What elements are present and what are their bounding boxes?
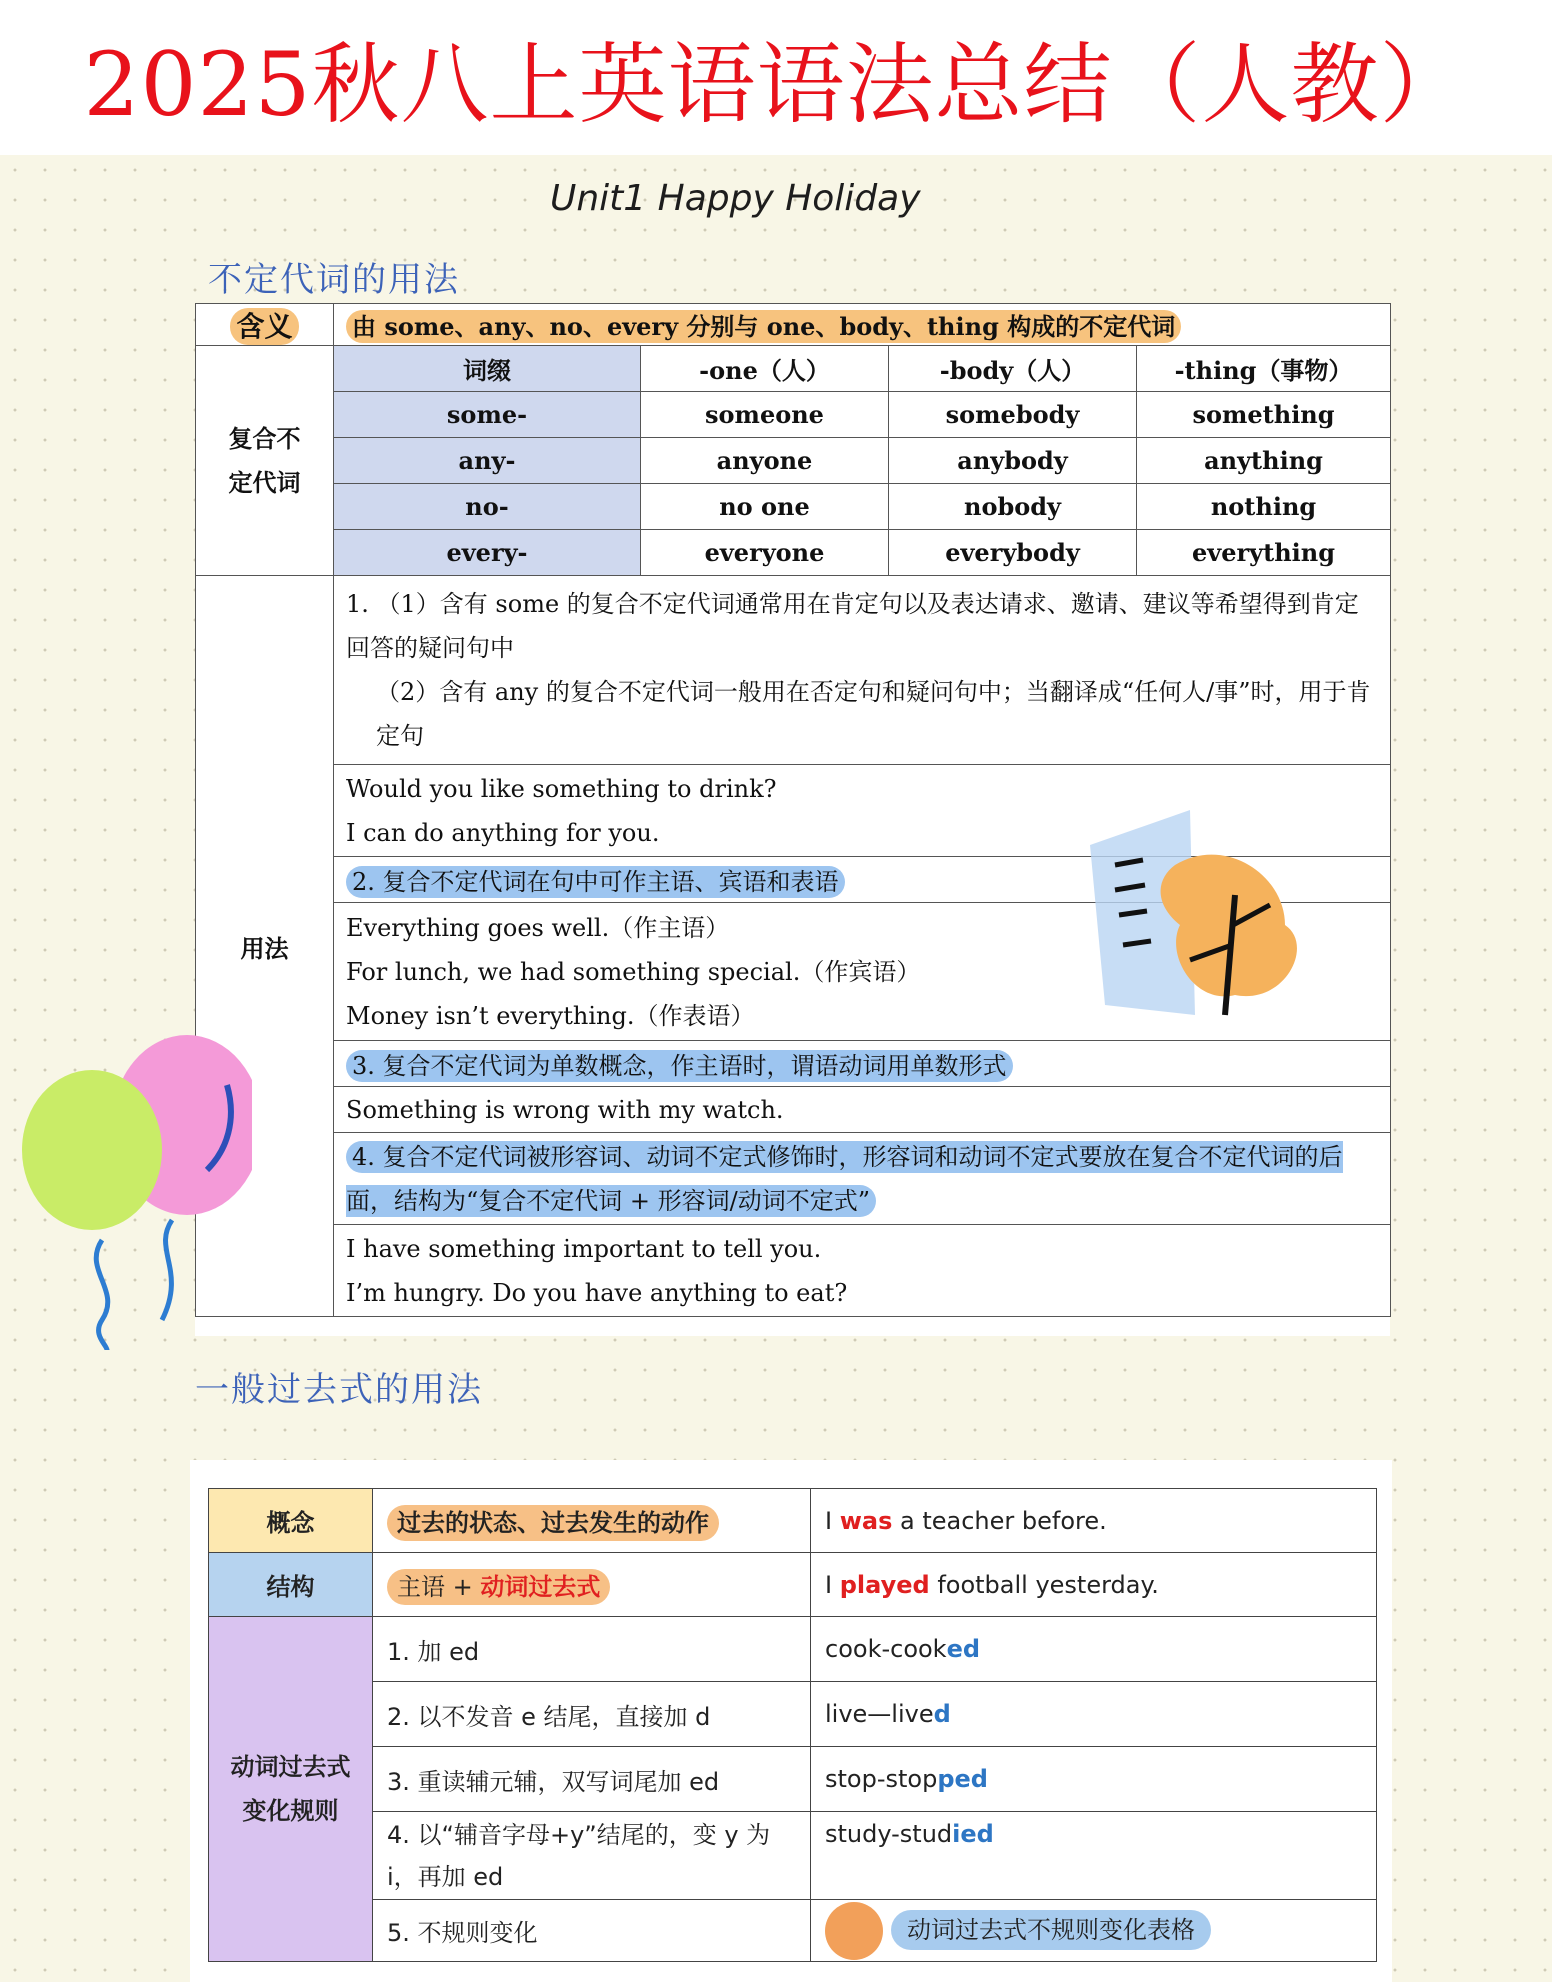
- unit-title: Unit1 Happy Holiday: [550, 178, 921, 219]
- example-sentence: For lunch, we had something special.（作宾语）: [346, 957, 921, 986]
- section-heading-indefinite-pronouns: 不定代词的用法: [208, 260, 460, 300]
- past-tense-table: [190, 1460, 1392, 1982]
- table-cell: every-: [334, 530, 641, 576]
- usage-rule-4: 4. 复合不定代词被形容词、动词不定式修饰时，形容词和动词不定式要放在复合不定代词的后面，结构为“复合不定代词 + 形容词/动词不定式”: [346, 1142, 1343, 1215]
- table-cell: some-: [334, 392, 641, 438]
- compound-label: 复合不定代词: [228, 423, 301, 497]
- structure-example: I played football yesterday.: [811, 1553, 1377, 1617]
- meaning-text: 由 some、any、no、every 分别与 one、body、thing 构成的不定代词: [346, 310, 1181, 343]
- page-header: [0, 0, 1552, 155]
- structure-text: 主语 + 动词过去式: [387, 1569, 610, 1605]
- rule-item: 3. 重读辅元辅，双写词尾加 ed: [373, 1747, 811, 1812]
- rule-example: cook-cooked: [811, 1617, 1377, 1682]
- rule-item: 5. 不规则变化: [373, 1900, 811, 1962]
- irregular-table-link[interactable]: 动词过去式不规则变化表格: [891, 1910, 1211, 1950]
- rule-item: 1. 加 ed: [373, 1617, 811, 1682]
- concept-label: 概念: [209, 1489, 373, 1553]
- table-cell: something: [1137, 392, 1391, 438]
- table-cell: nothing: [1137, 484, 1391, 530]
- example-sentence: Would you like something to drink?: [346, 774, 777, 803]
- section-heading-past-tense: 一般过去式的用法: [195, 1370, 483, 1410]
- usage-rule-1a: 1. （1）含有 some 的复合不定代词通常用在肯定句以及表达请求、邀请、建议等希望得到肯定回答的疑问句中: [346, 590, 1359, 662]
- table-cell: anyone: [641, 438, 889, 484]
- example-sentence: I have something important to tell you.: [346, 1234, 822, 1263]
- table-cell: everybody: [889, 530, 1137, 576]
- usage-rule-2: 2. 复合不定代词在句中可作主语、宾语和表语: [346, 866, 845, 898]
- rule-example: live—lived: [811, 1682, 1377, 1747]
- leaf-sticker-icon: [1085, 805, 1335, 1035]
- concept-text: 过去的状态、过去发生的动作: [387, 1505, 719, 1541]
- usage-rule-3: 3. 复合不定代词为单数概念，作主语时，谓语动词用单数形式: [346, 1050, 1013, 1082]
- column-header: 词缀: [334, 346, 641, 392]
- rule-example: [811, 1900, 1377, 1962]
- example-sentence: Something is wrong with my watch.: [334, 1087, 1391, 1133]
- table-cell: anybody: [889, 438, 1137, 484]
- table-cell: someone: [641, 392, 889, 438]
- example-sentence: I’m hungry. Do you have anything to eat?: [346, 1278, 848, 1307]
- table-cell: no one: [641, 484, 889, 530]
- table-cell: anything: [1137, 438, 1391, 484]
- document-title: 2025秋八上英语语法总结（人教）: [83, 32, 1469, 136]
- rule-example: study-studied: [811, 1812, 1377, 1900]
- rule-item: 2. 以不发音 e 结尾，直接加 d: [373, 1682, 811, 1747]
- table-cell: somebody: [889, 392, 1137, 438]
- example-sentence: Money isn’t everything.（作表语）: [346, 1001, 755, 1030]
- usage-rule-1b: （2）含有 any 的复合不定代词一般用在否定句和疑问句中；当翻译成“任何人/事”时，用于肯定句: [376, 678, 1371, 750]
- rule-item: 4. 以“辅音字母+y”结尾的，变 y 为 i，再加 ed: [373, 1812, 811, 1900]
- table-cell: everyone: [641, 530, 889, 576]
- column-header: -thing（事物）: [1137, 346, 1391, 392]
- column-header: -one（人）: [641, 346, 889, 392]
- table-cell: no-: [334, 484, 641, 530]
- table-cell: any-: [334, 438, 641, 484]
- balloons-icon: [12, 1030, 252, 1350]
- table-cell: nobody: [889, 484, 1137, 530]
- structure-label: 结构: [209, 1553, 373, 1617]
- table-cell: everything: [1137, 530, 1391, 576]
- rules-label: 动词过去式变化规则: [209, 1617, 373, 1962]
- meaning-label: 含义: [230, 308, 298, 345]
- example-sentence: I can do anything for you.: [346, 818, 660, 847]
- rule-example: stop-stopped: [811, 1747, 1377, 1812]
- concept-example: I was a teacher before.: [811, 1489, 1377, 1553]
- usage-label: 用法: [240, 933, 289, 963]
- column-header: -body（人）: [889, 346, 1137, 392]
- basketball-icon: [825, 1902, 883, 1960]
- example-sentence: Everything goes well.（作主语）: [346, 913, 730, 942]
